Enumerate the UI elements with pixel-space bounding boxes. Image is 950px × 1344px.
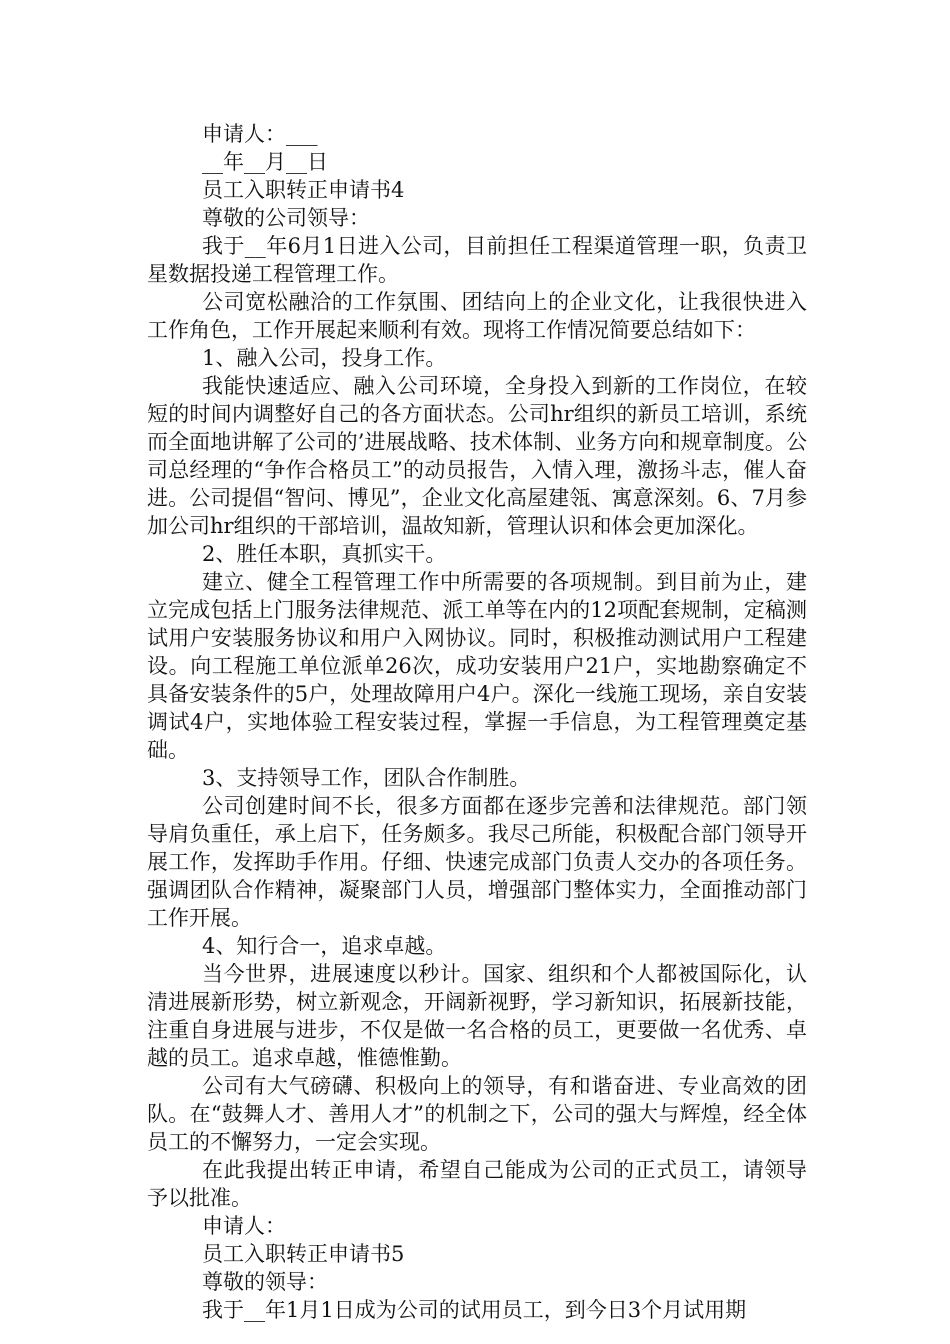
paragraph: 我于__年1月1日成为公司的试用员工，到今日3个月试用期 bbox=[202, 1298, 747, 1322]
paragraph: 建立、健全工程管理工作中所需要的各项规制。到目前为止，建立完成包括上门服务法律规范、派工单等在内的12项配套规制，定稿测试用户安装服务协议和用户入网协议。同时，积极推动测试用户工程建设。向工程施工单位派单26次，成功安装用户21户，实地勘察确定不具备安装条件的5户，处理故障用户4户。深化一线施工现场，亲自安装调试4户，实地体验工程安装过程，掌握一手信息，为工程管理奠定基础。 bbox=[147, 570, 807, 762]
paragraph: 在此我提出转正申请，希望自己能成为公司的正式员工，请领导予以批准。 bbox=[147, 1158, 807, 1210]
paragraph: 我于__年6月1日进入公司，目前担任工程渠道管理一职，负责卫星数据投递工程管理工作。 bbox=[147, 234, 807, 286]
salutation: 尊敬的领导： bbox=[202, 1270, 328, 1294]
paragraph: 公司创建时间不长，很多方面都在逐步完善和法律规范。部门领导肩负重任，承上启下，任务颇多。我尽己所能，积极配合部门领导开展工作，发挥助手作用。仔细、快速完成部门负责人交办的各项任务。强调团队合作精神，凝聚部门人员，增强部门整体实力，全面推动部门工作开展。 bbox=[147, 794, 807, 930]
list-heading: 4、知行合一，追求卓越。 bbox=[202, 934, 447, 958]
list-heading: 3、支持领导工作，团队合作制胜。 bbox=[202, 766, 531, 790]
applicant-signature-line: 申请人：___ bbox=[202, 122, 318, 146]
paragraph: 公司有大气磅礴、积极向上的领导，有和谐奋进、专业高效的团队。在“鼓舞人才、善用人才”的机制之下，公司的强大与辉煌，经全体员工的不懈努力，一定会实现。 bbox=[147, 1074, 807, 1154]
paragraph: 我能快速适应、融入公司环境，全身投入到新的工作岗位，在较短的时间内调整好自己的各方面状态。公司hr组织的新员工培训，系统而全面地讲解了公司的’进展战略、技术体制、业务方向和规章制度。公司总经理的“争作合格员工”的动员报告，入情入理，激扬斗志，催人奋进。公司提倡“智问、博见”，企业文化高屋建瓴、寓意深刻。6、7月参加公司hr组织的干部培训，温故知新，管理认识和体会更加深化。 bbox=[147, 374, 807, 538]
paragraph: 当今世界，进展速度以秒计。国家、组织和个人都被国际化，认清进展新形势，树立新观念，开阔新视野，学习新知识，拓展新技能，注重自身进展与进步，不仅是做一名合格的员工，更要做一名优秀、卓越的员工。追求卓越，惟德惟勤。 bbox=[147, 962, 807, 1070]
salutation: 尊敬的公司领导： bbox=[202, 206, 370, 230]
list-heading: 2、胜任本职，真抓实干。 bbox=[202, 542, 447, 566]
section-title-5: 员工入职转正申请书5 bbox=[202, 1242, 405, 1266]
document-body bbox=[147, 120, 807, 1324]
section-title-4: 员工入职转正申请书4 bbox=[202, 178, 405, 202]
list-heading: 1、融入公司，投身工作。 bbox=[202, 346, 447, 370]
applicant-signature-line: 申请人： bbox=[202, 1214, 286, 1238]
date-line: __年__月__日 bbox=[202, 150, 328, 174]
paragraph: 公司宽松融洽的工作氛围、团结向上的企业文化，让我很快进入工作角色，工作开展起来顺利有效。现将工作情况简要总结如下： bbox=[147, 290, 807, 342]
